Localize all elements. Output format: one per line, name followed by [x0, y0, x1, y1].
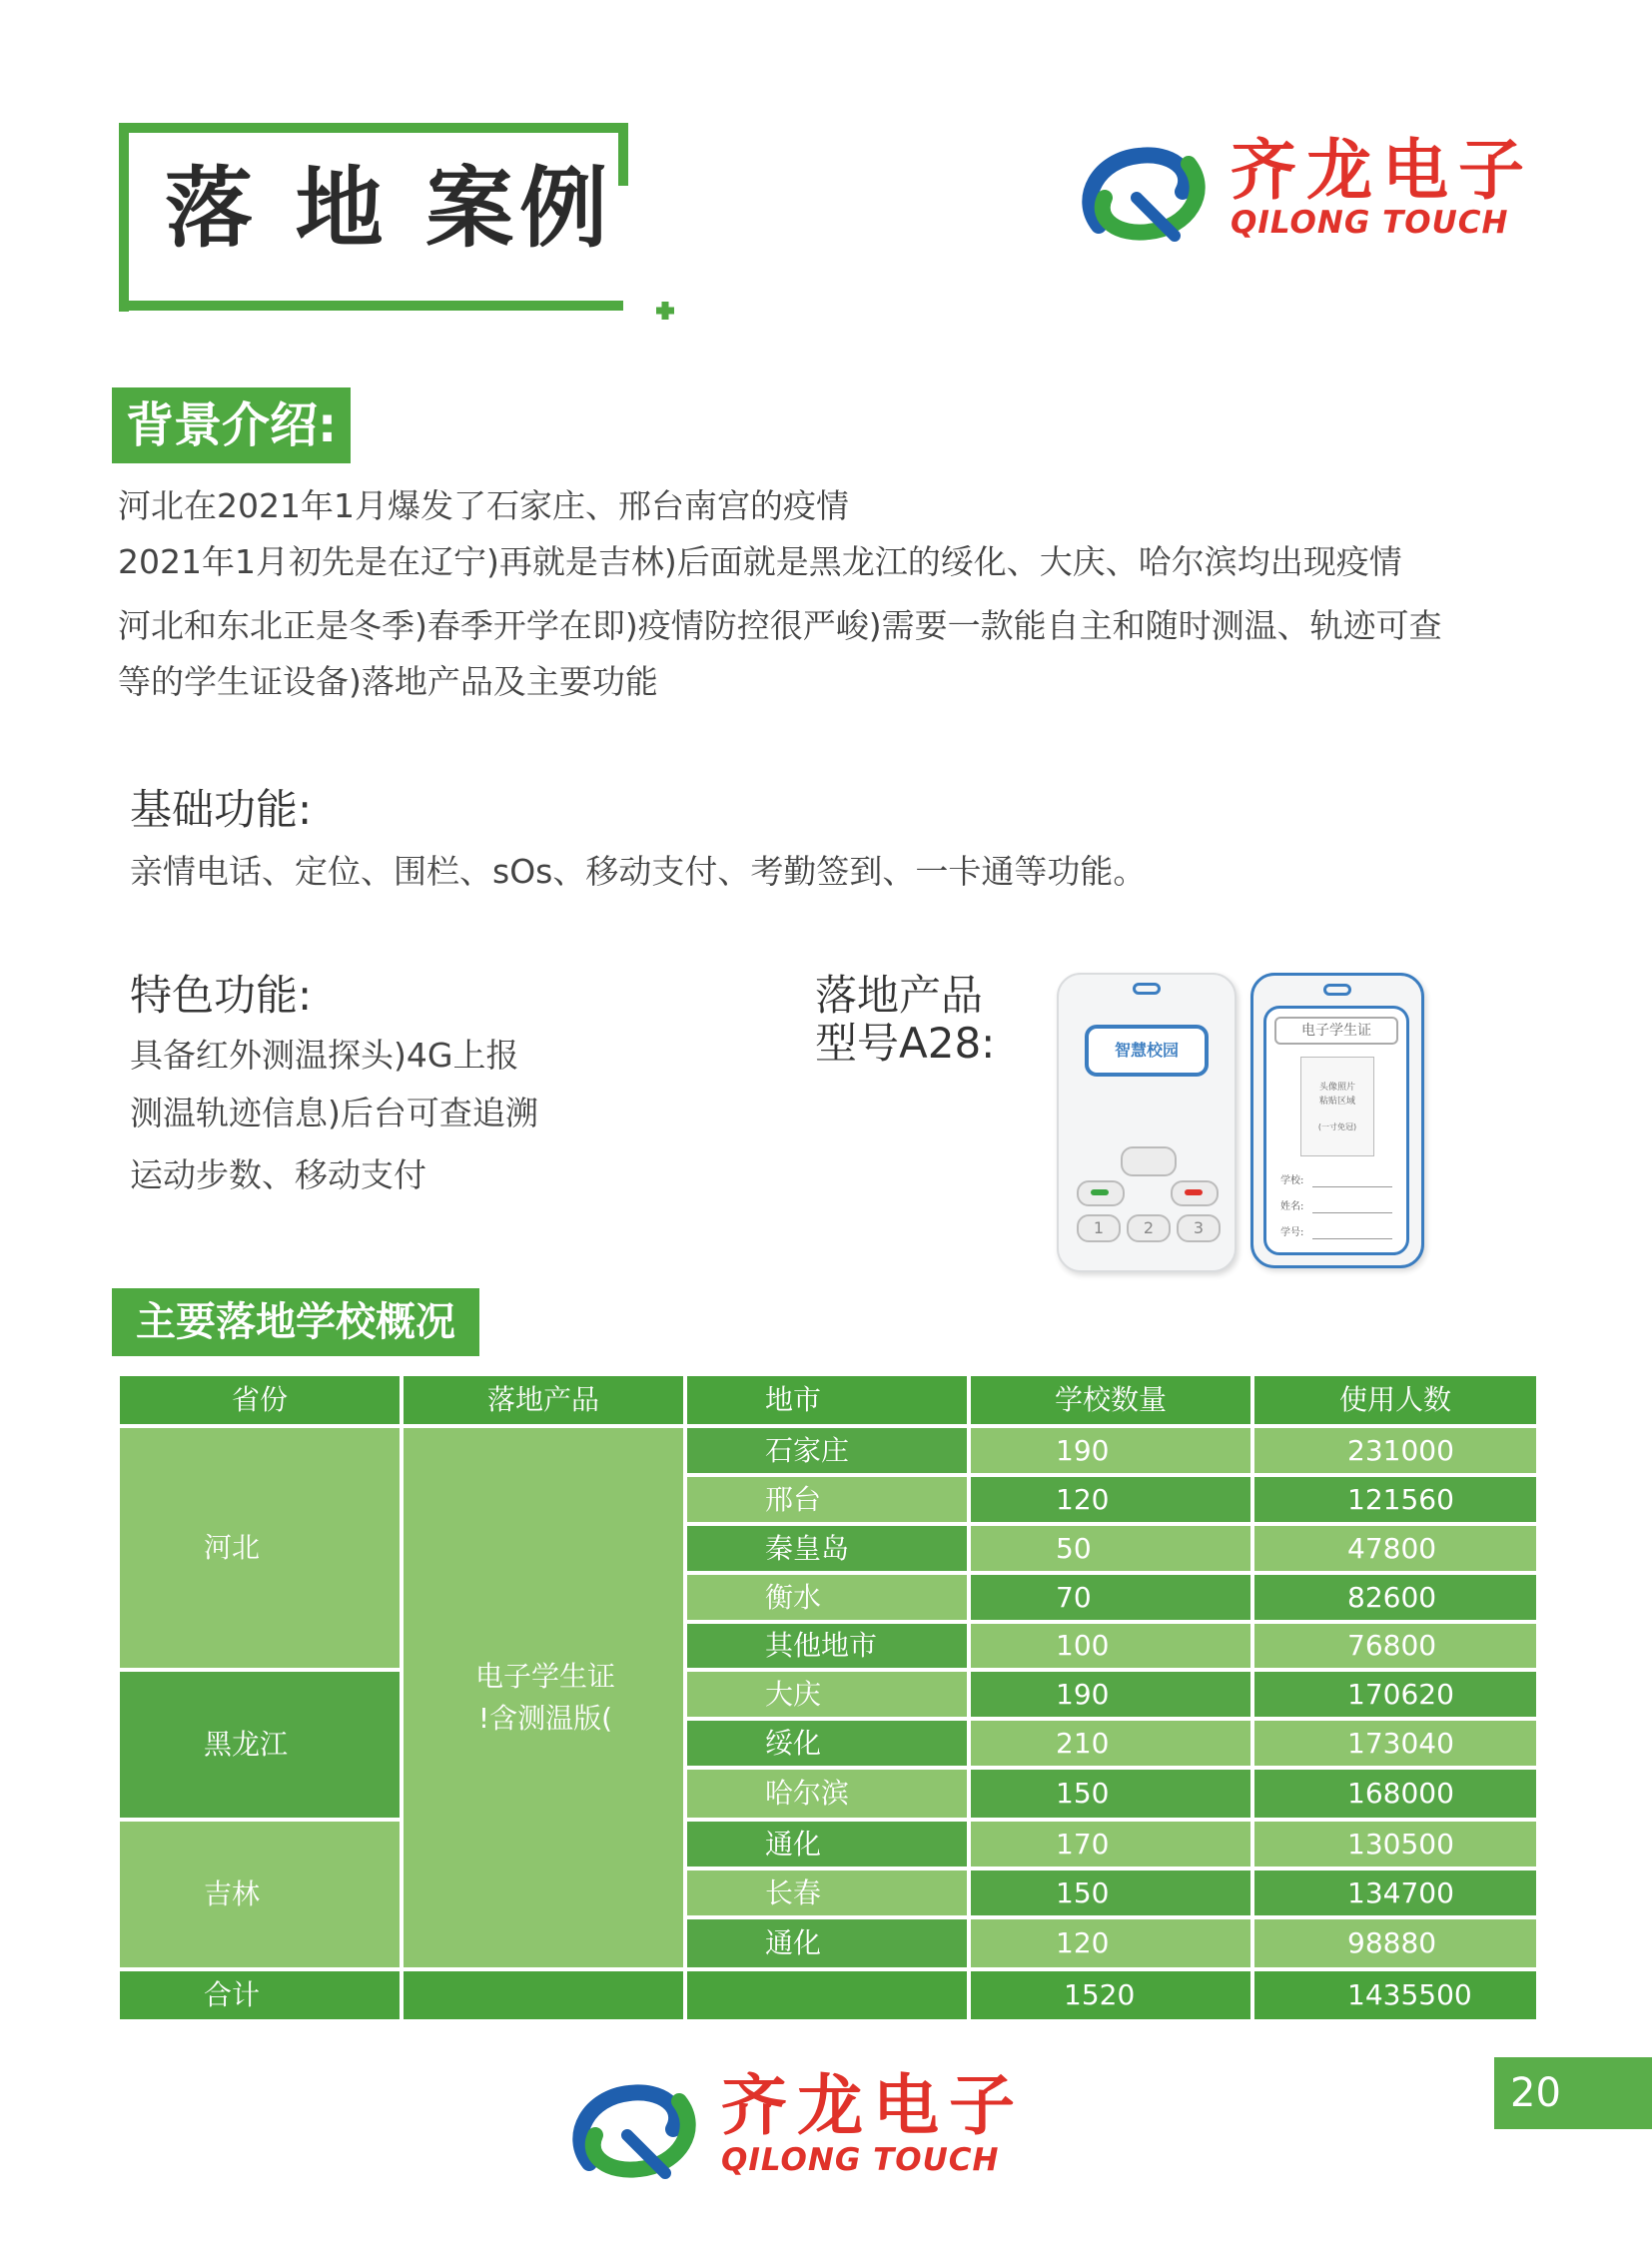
- logo-cn-text: 齐龙电子: [1231, 132, 1534, 209]
- total-empty-cell: [404, 1971, 683, 2019]
- background-line-4: 等的学生证设备)落地产品及主要功能: [118, 662, 658, 701]
- background-line-2: 2021年1月初先是在辽宁)再就是吉林)后面就是黑龙江的绥化、大庆、哈尔滨均出现疫情: [118, 542, 1402, 581]
- table-cell: 231000: [1254, 1428, 1536, 1473]
- table-cell: 120: [971, 1477, 1250, 1522]
- header-city: 地市: [687, 1376, 967, 1424]
- basic-text: 亲情电话、定位、围栏、sOs、移动支付、考勤签到、一卡通等功能。: [130, 852, 1147, 891]
- table-row: 其他地市: [687, 1624, 967, 1668]
- photo-text-3: (一寸免冠): [1317, 1122, 1357, 1131]
- special-heading: 特色功能:: [130, 971, 313, 1020]
- logo-en-text: QILONG TOUCH: [1231, 205, 1509, 241]
- background-line-3: 河北和东北正是冬季)春季开学在即)疫情防控很严峻)需要一款能自主和随时测温、轨迹可查: [118, 606, 1442, 645]
- table-cell: 210: [971, 1721, 1250, 1766]
- field-id: 学号:: [1280, 1227, 1304, 1238]
- product-name-line-2: !含测温版(: [477, 1702, 613, 1735]
- special-line-3: 运动步数、移动支付: [130, 1155, 426, 1194]
- hangup-button-icon: [1171, 1180, 1219, 1206]
- table-row: 长春: [687, 1870, 967, 1915]
- key-2: 2: [1127, 1214, 1171, 1242]
- photo-text-2: 粘贴区域: [1318, 1097, 1355, 1107]
- province-heilongjiang: 黑龙江: [120, 1672, 400, 1818]
- table-cell: 70: [971, 1575, 1250, 1620]
- logo-mark-icon: [569, 2065, 699, 2195]
- table-row: 绥化: [687, 1721, 967, 1766]
- logo-mark-icon: [1079, 128, 1209, 258]
- header-users: 使用人数: [1254, 1376, 1536, 1424]
- table-row: 邢台: [687, 1477, 967, 1522]
- special-line-2: 测温轨迹信息)后台可查追溯: [130, 1094, 538, 1132]
- product-label-2: 型号A28:: [815, 1019, 996, 1068]
- field-school: 学校:: [1280, 1175, 1304, 1186]
- logo-cn-text: 齐龙电子: [721, 2067, 1025, 2144]
- table-row: 石家庄: [687, 1428, 967, 1473]
- table-cell: 50: [971, 1526, 1250, 1571]
- product-name-line-1: 电子学生证: [474, 1660, 615, 1693]
- total-users: 1435500: [1254, 1971, 1536, 2019]
- key-1: 1: [1077, 1214, 1121, 1242]
- table-cell: 190: [971, 1428, 1250, 1473]
- schools-badge: 主要落地学校概况: [112, 1288, 479, 1356]
- field-line: [1312, 1212, 1392, 1213]
- table-cell: 134700: [1254, 1870, 1536, 1915]
- table-row: 衡水: [687, 1575, 967, 1620]
- table-row: 通化: [687, 1919, 967, 1967]
- table-cell: 168000: [1254, 1770, 1536, 1818]
- table-cell: 130500: [1254, 1822, 1536, 1867]
- company-logo: [1079, 128, 1538, 258]
- table-cell: 98880: [1254, 1919, 1536, 1967]
- field-line: [1312, 1186, 1392, 1187]
- table-cell: 173040: [1254, 1721, 1536, 1766]
- photo-text-1: 头像照片: [1318, 1083, 1355, 1093]
- table-row: 秦皇岛: [687, 1526, 967, 1571]
- header-count: 学校数量: [971, 1376, 1250, 1424]
- header-product: 落地产品: [404, 1376, 683, 1424]
- table-cell: 170620: [1254, 1672, 1536, 1717]
- header-province: 省份: [120, 1376, 400, 1424]
- table-cell: 170: [971, 1822, 1250, 1867]
- front-badge: [1085, 1025, 1209, 1077]
- photo-area: [1300, 1057, 1374, 1156]
- nav-button-icon: [1121, 1146, 1177, 1176]
- table-row: 哈尔滨: [687, 1770, 967, 1818]
- logo-en-text: QILONG TOUCH: [721, 2142, 1000, 2178]
- province-jilin: 吉林: [120, 1822, 400, 1967]
- front-badge-text: 智慧校园: [1114, 1041, 1179, 1060]
- field-line: [1312, 1238, 1392, 1239]
- table-cell: 82600: [1254, 1575, 1536, 1620]
- table-cell: 120: [971, 1919, 1250, 1967]
- background-badge: 背景介绍:: [112, 387, 351, 463]
- table-cell: 100: [971, 1624, 1250, 1668]
- footer-logo: [569, 2065, 1029, 2195]
- card-panel: [1263, 1006, 1409, 1255]
- page-title: 落 地 案例: [165, 157, 614, 260]
- table-cell: 150: [971, 1770, 1250, 1818]
- card-title: 电子学生证: [1274, 1017, 1398, 1045]
- table-cell: 190: [971, 1672, 1250, 1717]
- table-row: 大庆: [687, 1672, 967, 1717]
- table-cell: 76800: [1254, 1624, 1536, 1668]
- call-button-icon: [1077, 1180, 1125, 1206]
- product-label-1: 落地产品: [815, 971, 984, 1020]
- key-3: 3: [1177, 1214, 1221, 1242]
- device-back-image: [1250, 973, 1424, 1268]
- device-front-image: [1057, 973, 1237, 1272]
- total-count: 1520: [971, 1971, 1250, 2019]
- total-empty-cell: [687, 1971, 967, 2019]
- special-line-1: 具备红外测温探头)4G上报: [130, 1036, 519, 1075]
- field-name: 姓名:: [1280, 1201, 1304, 1212]
- table-cell: 150: [971, 1870, 1250, 1915]
- table-cell: 47800: [1254, 1526, 1536, 1571]
- basic-heading: 基础功能:: [130, 785, 313, 834]
- total-label: 合计: [120, 1971, 400, 2019]
- table-row: 通化: [687, 1822, 967, 1867]
- lanyard-slot-icon: [1133, 983, 1161, 995]
- product-cell: [404, 1428, 683, 1967]
- table-cell: 121560: [1254, 1477, 1536, 1522]
- plus-icon: [656, 302, 674, 320]
- province-hebei: 河北: [120, 1428, 400, 1668]
- page-number: 20: [1494, 2057, 1652, 2129]
- lanyard-slot-icon: [1323, 984, 1351, 996]
- background-line-1: 河北在2021年1月爆发了石家庄、邢台南宫的疫情: [118, 486, 849, 525]
